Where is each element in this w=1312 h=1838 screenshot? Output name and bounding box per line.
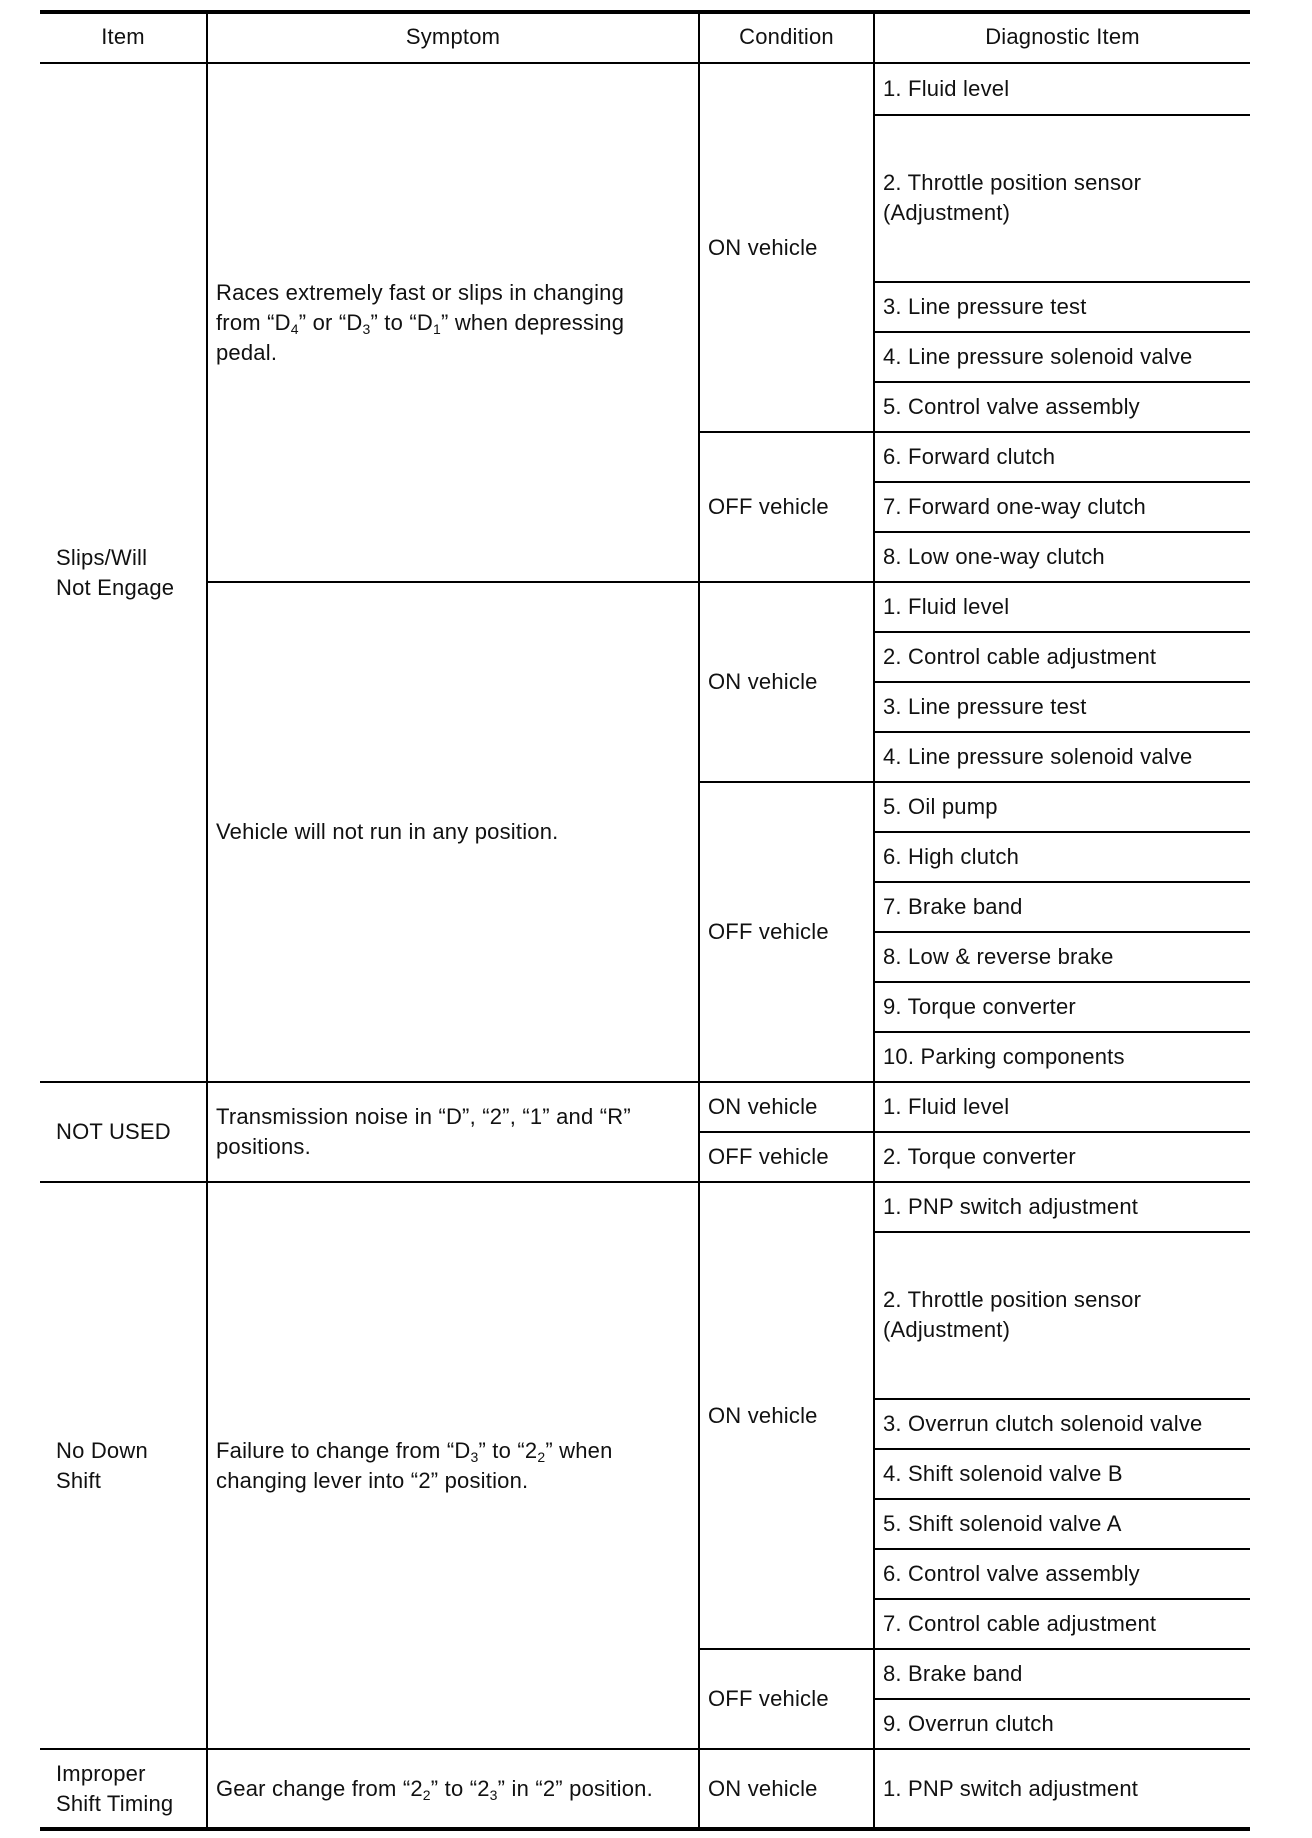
diagnostic-item: 7. Control cable adjustment xyxy=(883,1611,1157,1636)
diagnostic-line: (Adjustment) xyxy=(883,200,1011,225)
condition-off-vehicle: OFF vehicle xyxy=(708,919,829,944)
header-condition: Condition xyxy=(739,24,834,49)
diagnostic-item: 6. High clutch xyxy=(883,844,1020,869)
item-line: Improper xyxy=(56,1760,146,1786)
diagnostic-item xyxy=(875,116,1250,281)
condition-on-vehicle: ON vehicle xyxy=(708,669,818,694)
symptom-gear-change: Gear change from “$2_2$” to “$2_3$” in “2” position. xyxy=(216,1775,653,1803)
symptom-line: changing lever into “2” position. xyxy=(216,1467,529,1493)
symptom-line: pedal. xyxy=(216,339,278,365)
condition-on-vehicle: ON vehicle xyxy=(708,1775,818,1801)
diagnostic-item: 4. Line pressure solenoid valve xyxy=(883,744,1193,769)
diagnostic-item: 2. Control cable adjustment xyxy=(883,644,1157,669)
item-line: Slips/Will xyxy=(56,544,148,570)
diagnostic-item: 1. Fluid level xyxy=(883,1094,1010,1119)
item-line: Shift Timing xyxy=(56,1790,174,1816)
item-line: Not Engage xyxy=(56,574,175,600)
condition-on-vehicle: ON vehicle xyxy=(708,1094,818,1119)
diagnostic-item: 4. Line pressure solenoid valve xyxy=(883,344,1193,369)
item-not-used: NOT USED xyxy=(56,1119,171,1144)
diagnostic-item: 5. Shift solenoid valve A xyxy=(883,1511,1122,1536)
diagnostic-table xyxy=(40,10,1250,1825)
diagnostic-item xyxy=(875,1233,1250,1398)
diagnostic-item: 5. Control valve assembly xyxy=(883,394,1140,419)
diagnostic-item: 8. Low one-way clutch xyxy=(883,544,1105,569)
diagnostic-item: 3. Overrun clutch solenoid valve xyxy=(883,1411,1203,1436)
diagnostic-item: 3. Line pressure test xyxy=(883,694,1087,719)
diagnostic-item: 1. PNP switch adjustment xyxy=(883,1775,1139,1801)
condition-off-vehicle: OFF vehicle xyxy=(708,1686,829,1711)
diagnostic-item: 5. Oil pump xyxy=(883,794,998,819)
diagnostic-item: 7. Brake band xyxy=(883,894,1023,919)
symptom-line: Transmission noise in “D”, “2”, “1” and “R” xyxy=(216,1104,631,1129)
diagnostic-item: 1. Fluid level xyxy=(883,594,1010,619)
item-improper-shift-timing xyxy=(48,1750,206,1827)
symptom-line: positions. xyxy=(216,1134,311,1159)
diagnostic-item: 1. Fluid level xyxy=(883,76,1010,101)
diagnostic-item: 6. Forward clutch xyxy=(883,444,1056,469)
symptom-line: Races extremely fast or slips in changing xyxy=(216,279,625,305)
diagnostic-item: 3. Line pressure test xyxy=(883,294,1087,319)
condition-on-vehicle: ON vehicle xyxy=(708,1402,818,1428)
symptom-vehicle-will-not-run: Vehicle will not run in any position. xyxy=(216,819,559,844)
symptom-failure-to-change xyxy=(208,1183,698,1748)
item-no-down-shift xyxy=(48,1183,206,1748)
diagnostic-item: 8. Low & reverse brake xyxy=(883,944,1114,969)
diagnostic-line: 2. Throttle position sensor xyxy=(883,1287,1142,1312)
symptom-line: Failure to change from “$D_3$” to “$2_2$” when xyxy=(216,1437,613,1465)
condition-off-vehicle: OFF vehicle xyxy=(708,494,829,519)
diagnostic-line: 2. Throttle position sensor xyxy=(883,170,1142,195)
condition-off-vehicle: OFF vehicle xyxy=(708,1144,829,1169)
diagnostic-item: 9. Torque converter xyxy=(883,994,1076,1019)
diagnostic-item: 7. Forward one-way clutch xyxy=(883,494,1146,519)
header-symptom: Symptom xyxy=(405,24,501,49)
condition-on-vehicle: ON vehicle xyxy=(708,234,818,260)
symptom-races xyxy=(208,64,698,581)
diagnostic-item: 9. Overrun clutch xyxy=(883,1711,1054,1736)
symptom-transmission-noise xyxy=(208,1083,698,1181)
header-item: Item xyxy=(101,24,145,49)
diagnostic-item: 6. Control valve assembly xyxy=(883,1561,1140,1586)
diagnostic-line: (Adjustment) xyxy=(883,1317,1011,1342)
item-slips-will-not-engage xyxy=(48,64,206,1081)
table-bottom-border xyxy=(40,1827,1250,1831)
item-line: No Down xyxy=(56,1437,148,1463)
diagnostic-item: 1. PNP switch adjustment xyxy=(883,1194,1139,1219)
diagnostic-item: 4. Shift solenoid valve B xyxy=(883,1461,1123,1486)
diagnostic-item: 8. Brake band xyxy=(883,1661,1023,1686)
diagnostic-item: 2. Torque converter xyxy=(883,1144,1076,1169)
diagnostic-item: 10. Parking components xyxy=(883,1044,1125,1069)
symptom-line: from “$D_4$” or “$D_3$” to “$D_1$” when depressing xyxy=(216,309,625,337)
item-line: Shift xyxy=(56,1467,102,1493)
header-diagnostic-item: Diagnostic Item xyxy=(985,24,1140,49)
